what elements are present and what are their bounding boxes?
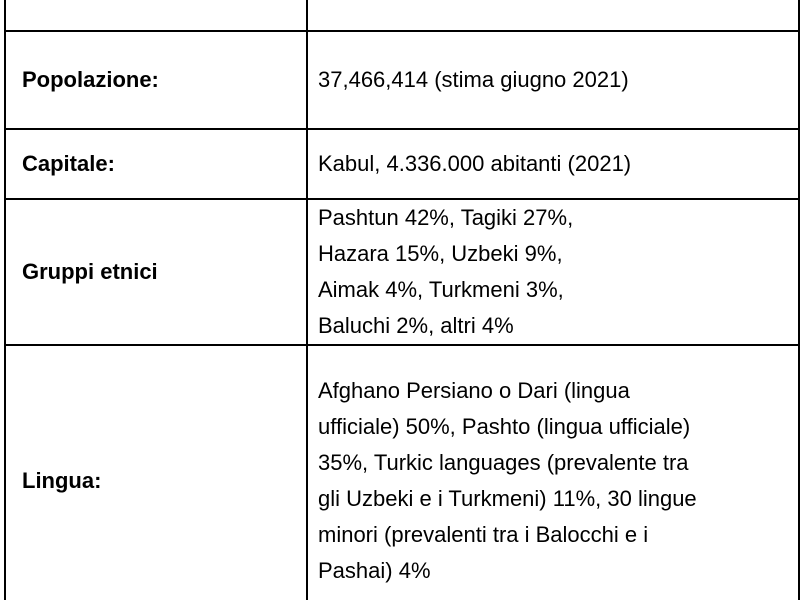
table-row-capital bbox=[5, 129, 799, 199]
ethnic-groups-line: Aimak 4%, Turkmeni 3%, bbox=[318, 277, 564, 302]
table-row-language bbox=[5, 345, 799, 600]
ethnic-groups-line: Hazara 15%, Uzbeki 9%, bbox=[318, 241, 563, 266]
capital-label: Capitale: bbox=[5, 129, 307, 199]
table-row-population bbox=[5, 31, 799, 129]
language-line: Pashai) 4% bbox=[318, 558, 431, 583]
ethnic-groups-line: Pashtun 42%, Tagiki 27%, bbox=[318, 205, 574, 230]
ethnic-groups-value bbox=[307, 199, 799, 345]
ethnic-groups-label: Gruppi etnici bbox=[5, 199, 307, 345]
row-value bbox=[307, 0, 799, 31]
language-line: gli Uzbeki e i Turkmeni) 11%, 30 lingue bbox=[318, 486, 697, 511]
table-row-ethnic-groups bbox=[5, 199, 799, 345]
language-line: ufficiale) 50%, Pashto (lingua ufficiale) bbox=[318, 414, 691, 439]
table-row-top bbox=[5, 0, 799, 31]
language-label: Lingua: bbox=[5, 345, 307, 600]
language-line: Afghano Persiano o Dari (lingua bbox=[318, 378, 630, 403]
capital-value: Kabul, 4.336.000 abitanti (2021) bbox=[307, 129, 799, 199]
language-line: minori (prevalenti tra i Balocchi e i bbox=[318, 522, 649, 547]
population-label: Popolazione: bbox=[5, 31, 307, 129]
row-label bbox=[5, 0, 307, 31]
ethnic-groups-line: Baluchi 2%, altri 4% bbox=[318, 313, 514, 338]
population-value: 37,466,414 (stima giugno 2021) bbox=[307, 31, 799, 129]
language-line: 35%, Turkic languages (prevalente tra bbox=[318, 450, 689, 475]
country-facts-table bbox=[4, 0, 800, 600]
language-value bbox=[307, 345, 799, 600]
